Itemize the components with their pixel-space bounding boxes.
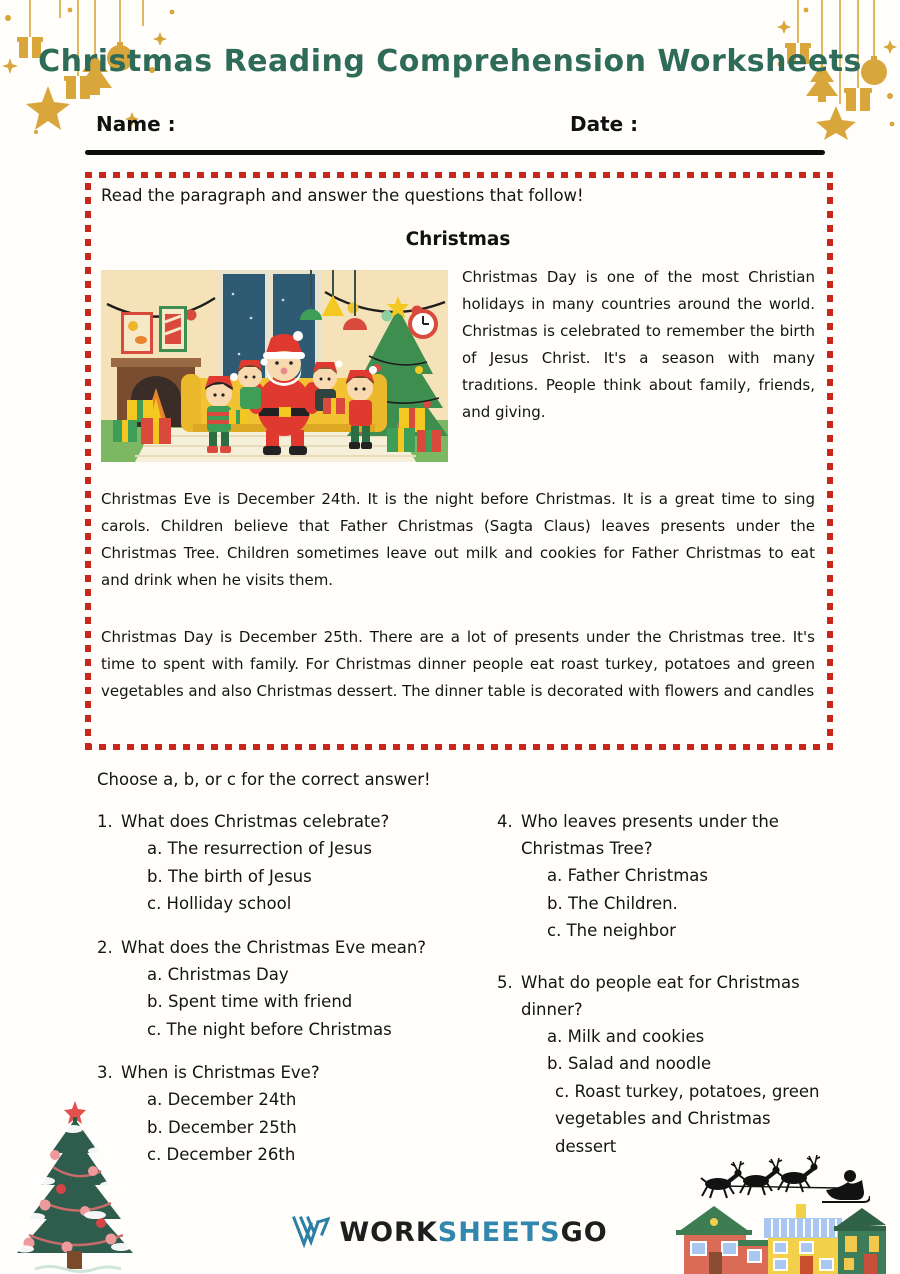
logo-sheets: SHEETS <box>437 1216 561 1248</box>
question-2 <box>97 934 493 1044</box>
name-field-label: Name : <box>96 112 176 136</box>
page-title: Christmas Reading Comprehension Worksheets <box>38 44 862 79</box>
quiz-column-left <box>97 808 493 1185</box>
question-text: What does Christmas celebrate? <box>121 812 390 831</box>
santa-children-illustration-icon <box>101 270 448 462</box>
passage-paragraph-3: Christmas Day is December 25th. There are a lot of presents under the Christmas tree. It's time to spent with family. For Christmas dinner people eat roast turkey, potatoes and green vegetables and also Christmas dessert. The dinner table is decorated with flowers and candles <box>101 628 815 700</box>
question-5 <box>497 969 829 1161</box>
question-2-option-c: c. The night before Christmas <box>147 1019 392 1039</box>
question-5-option-b: b. Salad and noodle <box>547 1054 712 1073</box>
worksheetsgo-w-icon <box>292 1216 330 1248</box>
question-3-option-c: c. December 26th <box>147 1145 296 1164</box>
question-text: What does the Christmas Eve mean? <box>121 937 427 957</box>
question-1-option-c: c. Holliday school <box>147 894 292 913</box>
question-3 <box>97 1059 493 1169</box>
quiz-instruction: Choose a, b, or c for the correct answer! <box>97 770 431 789</box>
passage-paragraph-1: Christmas Day is one of the most Christian holidays in many countries around the world. Christmas is celebrated to remember the birth of Jesus Christ. It's a season with many tradıtions. People think about family, friends, and giving. <box>462 268 815 421</box>
question-2-option-a: a. Christmas Day <box>147 964 289 984</box>
worksheetsgo-wordmark <box>339 1217 607 1248</box>
question-4-option-c: c. The neighbor <box>547 921 676 940</box>
passage-heading: Christmas <box>405 229 511 250</box>
quiz-column-right <box>497 808 829 1176</box>
passage-instruction: Read the paragraph and answer the questions that follow! <box>101 186 584 205</box>
question-2-option-b: b. Spent time with friend <box>147 992 353 1011</box>
question-4-option-b: b. The Children. <box>547 893 678 913</box>
date-field-label: Date : <box>570 112 639 136</box>
logo-go: GO <box>560 1216 608 1248</box>
question-number: 5. <box>497 972 513 992</box>
question-text: What do people eat for Christmas dinner? <box>521 972 800 1019</box>
christmas-houses-icon <box>672 1198 886 1274</box>
question-1-option-a: a. The resurrection of Jesus <box>147 839 372 858</box>
question-5-option-c: c. Roast turkey, potatoes, green vegetables and Christmas dessert <box>555 1081 820 1156</box>
question-1-option-b: b. The birth of Jesus <box>147 866 312 886</box>
question-3-option-a: a. December 24th <box>147 1090 297 1109</box>
question-1 <box>97 808 493 918</box>
question-4 <box>497 808 829 945</box>
question-3-option-b: b. December 25th <box>147 1117 297 1137</box>
question-5-option-a: a. Milk and cookies <box>547 1026 705 1046</box>
question-number: 3. <box>97 1063 113 1082</box>
question-text: Who leaves presents under the Christmas Tree? <box>521 812 779 858</box>
question-number: 1. <box>97 812 113 831</box>
question-text: When is Christmas Eve? <box>121 1063 320 1082</box>
passage-paragraph-2: Christmas Eve is December 24th. It is the night before Christmas. It is a great time to sing carols. Children believe that Father Christmas (Sagta Claus) leaves presents under the Christmas Tree. Children sometimes leave out milk and cookies for Father Christmas to eat and drink when he visits them. <box>101 490 815 589</box>
question-4-option-a: a. Father Christmas <box>547 866 708 885</box>
reading-passage-box <box>85 172 833 750</box>
question-number: 2. <box>97 937 113 957</box>
logo-work: WORK <box>339 1216 438 1248</box>
header-divider <box>85 150 825 155</box>
question-number: 4. <box>497 812 513 831</box>
